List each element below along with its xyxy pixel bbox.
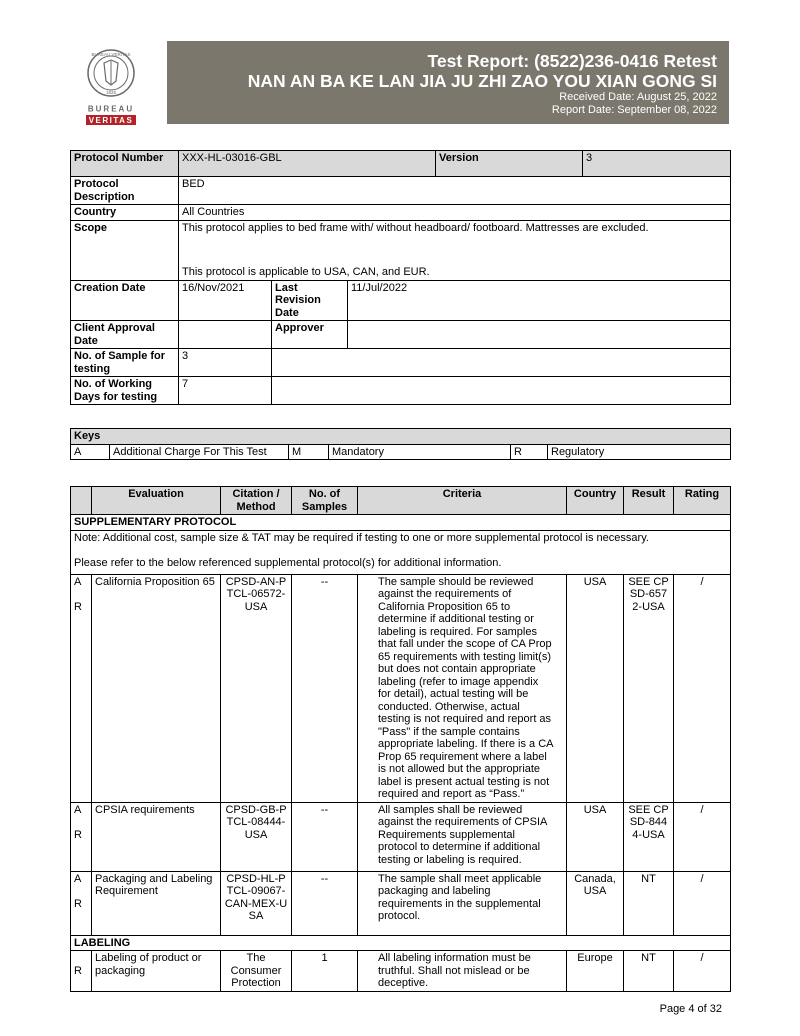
- row-result: NT: [624, 871, 674, 935]
- row-rating: /: [674, 871, 731, 935]
- table-row: [71, 871, 731, 935]
- row-result: NT: [624, 951, 674, 992]
- key-m-code: M: [289, 444, 329, 460]
- row-samples: --: [292, 871, 358, 935]
- scope-text-2: This protocol is applicable to USA, CAN, and EUR.: [182, 266, 430, 278]
- working-days-value: 7: [179, 377, 272, 405]
- row-evaluation: CPSIA requirements: [92, 802, 221, 871]
- report-date: Report Date: September 08, 2022: [551, 104, 717, 116]
- svg-text:BUREAU VERITAS: BUREAU VERITAS: [91, 52, 131, 57]
- row-result: SEE CPSD-8444-USA: [624, 802, 674, 871]
- row-evaluation: Labeling of product or packaging: [92, 951, 221, 992]
- header-result: Result: [624, 487, 674, 515]
- row-rating: /: [674, 951, 731, 992]
- scope-cell: [179, 220, 731, 280]
- protocol-number: XXX-HL-03016-GBL: [179, 151, 436, 177]
- header-rating: Rating: [674, 487, 731, 515]
- header-samples: No. of Samples: [292, 487, 358, 515]
- report-title: Test Report: (8522)236-0416 Retest: [427, 51, 717, 71]
- approver-label: Approver: [272, 321, 348, 349]
- row-codes: A R: [71, 574, 92, 802]
- header-citation: Citation / Method: [221, 487, 292, 515]
- labeling-title: LABELING: [71, 935, 731, 951]
- row-codes: R: [71, 951, 92, 992]
- row-criteria: All labeling information must be truthful. Shall not mislead or be deceptive.: [358, 951, 567, 992]
- supplementary-title: SUPPLEMENTARY PROTOCOL: [71, 515, 731, 531]
- last-revision-label: Last Revision Date: [272, 280, 348, 321]
- supp-note-1: Note: Additional cost, sample size & TAT may be required if testing to one or more supplemental protocol is necessary.: [74, 531, 649, 544]
- row-criteria: The sample shall meet applicable packaging and labeling requirements in the supplemental protocol.: [358, 871, 567, 935]
- protocol-desc: BED: [179, 177, 731, 205]
- keys-table: [70, 428, 731, 460]
- creation-date-label: Creation Date: [71, 280, 179, 321]
- keys-title: Keys: [71, 429, 731, 445]
- last-revision-date: 11/Jul/2022: [348, 280, 731, 321]
- key-a-code: A: [71, 444, 110, 460]
- approver-value: [348, 321, 731, 349]
- svg-text:BUREAU: BUREAU: [87, 104, 135, 114]
- row-codes: A R: [71, 871, 92, 935]
- row-evaluation: California Proposition 65: [92, 574, 221, 802]
- company-name: NAN AN BA KE LAN JIA JU ZHI ZAO YOU XIAN GONG SI: [247, 71, 717, 91]
- client-approval-date: [179, 321, 272, 349]
- row-citation: CPSD-GB-PTCL-08444-USA: [221, 802, 292, 871]
- version-label: Version: [436, 151, 583, 177]
- row-samples: --: [292, 574, 358, 802]
- supplementary-note: [71, 530, 731, 574]
- row-result: SEE CPSD-6572-USA: [624, 574, 674, 802]
- samples-label: No. of Sample for testing: [71, 349, 179, 377]
- row-citation: The Consumer Protection: [221, 951, 292, 992]
- row-country: USA: [567, 574, 624, 802]
- row-samples: --: [292, 802, 358, 871]
- scope-label: Scope: [71, 220, 179, 280]
- working-days-label: No. of Working Days for testing: [71, 377, 179, 405]
- country-label: Country: [71, 205, 179, 221]
- empty-cell: [272, 377, 731, 405]
- header-evaluation: Evaluation: [92, 487, 221, 515]
- protocol-number-label: Protocol Number: [71, 151, 179, 177]
- key-r-text: Regulatory: [548, 444, 731, 460]
- version-value: 3: [583, 151, 731, 177]
- row-criteria: The sample should be reviewed against the requirements of California Proposition 65 to determine if additional testing or labeling is required. For samples that fall under the scope of CA Prop 65 requirements with testing limit(s) but does not contain appropriate labeling (refer to image appendix for detail), actual testing will be conducted. Otherwise, actual testing is not required and report as "Pass" if the sample contains appropriate labeling. If there is a CA Prop 65 requirement where a label is not allowed but the appropriate label is present actual testing is not required and report as “Pass.”: [358, 574, 567, 802]
- scope-text-1: This protocol applies to bed frame with/ without headboard/ footboard. Mattresses are excluded.: [182, 221, 649, 234]
- row-samples: 1: [292, 951, 358, 992]
- samples-value: 3: [179, 349, 272, 377]
- creation-date: 16/Nov/2021: [179, 280, 272, 321]
- key-a-text: Additional Charge For This Test: [110, 444, 289, 460]
- row-criteria: All samples shall be reviewed against the requirements of CPSIA Requirements supplemental protocol to determine if additional testing or labeling is required.: [358, 802, 567, 871]
- table-row: [71, 951, 731, 992]
- table-row: [71, 574, 731, 802]
- row-citation: CPSD-HL-PTCL-09067-CAN-MEX-USA: [221, 871, 292, 935]
- svg-text:1828: 1828: [105, 90, 117, 95]
- protocol-desc-label: Protocol Description: [71, 177, 179, 205]
- row-codes: A R: [71, 802, 92, 871]
- bureau-veritas-logo: [80, 48, 142, 126]
- country-value: All Countries: [179, 205, 731, 221]
- row-country: Europe: [567, 951, 624, 992]
- row-citation: CPSD-AN-PTCL-06572-USA: [221, 574, 292, 802]
- header-country: Country: [567, 487, 624, 515]
- received-date: Received Date: August 25, 2022: [559, 91, 717, 103]
- header-criteria: Criteria: [358, 487, 567, 515]
- evaluation-table: [70, 486, 731, 992]
- protocol-table: [70, 150, 731, 405]
- key-r-code: R: [511, 444, 548, 460]
- row-rating: /: [674, 802, 731, 871]
- key-m-text: Mandatory: [329, 444, 511, 460]
- row-evaluation: Packaging and Labeling Requirement: [92, 871, 221, 935]
- row-country: USA: [567, 802, 624, 871]
- row-country: Canada, USA: [567, 871, 624, 935]
- table-row: [71, 802, 731, 871]
- page-number: Page 4 of 32: [659, 1003, 722, 1015]
- svg-text:VERITAS: VERITAS: [88, 116, 134, 125]
- supp-note-2: Please refer to the below referenced supplemental protocol(s) for additional information.: [74, 557, 502, 569]
- report-header: [167, 41, 729, 124]
- client-approval-label: Client Approval Date: [71, 321, 179, 349]
- row-rating: /: [674, 574, 731, 802]
- empty-cell: [272, 349, 731, 377]
